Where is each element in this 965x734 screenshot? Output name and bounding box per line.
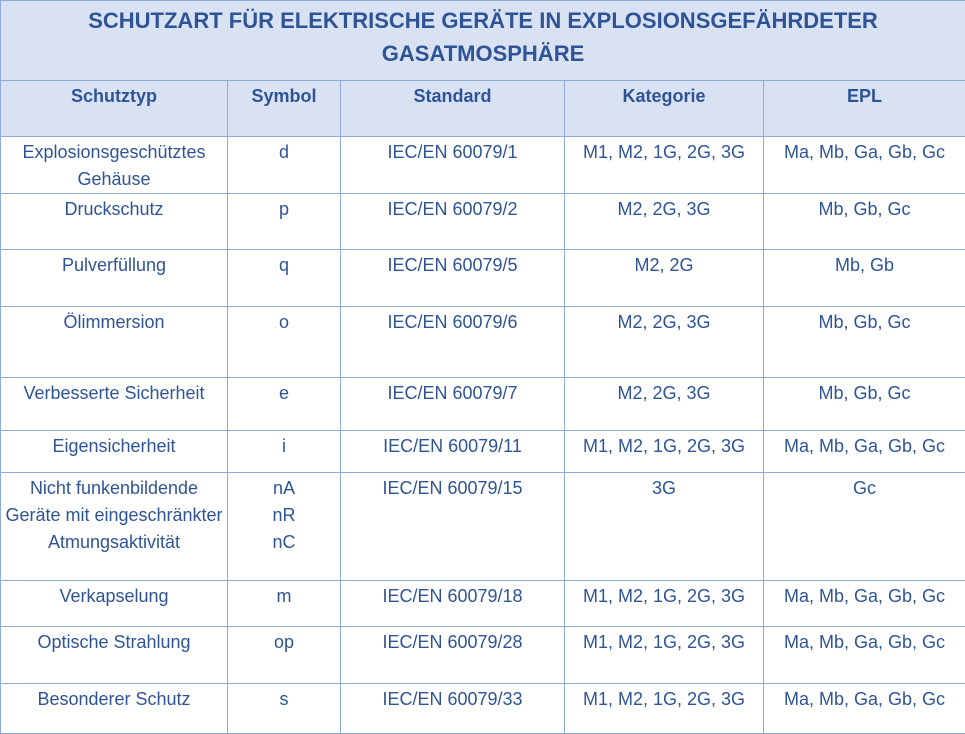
cell-epl: Mb, Gb, Gc [764, 378, 965, 431]
table-row [1, 378, 965, 431]
cell-epl: Gc [764, 473, 965, 581]
cell-schutztyp: Explosionsgeschütztes Gehäuse [1, 137, 228, 194]
table-row [1, 250, 965, 307]
header-symbol: Symbol [228, 81, 341, 137]
table-row [1, 431, 965, 473]
cell-schutztyp: Verkapselung [1, 581, 228, 627]
symbol-line: nR [272, 505, 296, 525]
cell-symbol: p [228, 194, 341, 250]
cell-schutztyp: Nicht funkenbildende Geräte mit eingeschränkter Atmungsaktivität [1, 473, 228, 581]
cell-kategorie: M2, 2G, 3G [565, 307, 764, 378]
cell-kategorie: M1, M2, 1G, 2G, 3G [565, 627, 764, 684]
cell-kategorie: M2, 2G [565, 250, 764, 307]
cell-standard: IEC/EN 60079/11 [341, 431, 565, 473]
cell-standard: IEC/EN 60079/15 [341, 473, 565, 581]
cell-symbol: d [228, 137, 341, 194]
table-row [1, 307, 965, 378]
table-row [1, 684, 965, 734]
cell-kategorie: M1, M2, 1G, 2G, 3G [565, 684, 764, 734]
cell-schutztyp: Pulverfüllung [1, 250, 228, 307]
cell-schutztyp: Druckschutz [1, 194, 228, 250]
header-row [1, 81, 965, 137]
cell-standard: IEC/EN 60079/28 [341, 627, 565, 684]
cell-kategorie: M1, M2, 1G, 2G, 3G [565, 431, 764, 473]
header-epl: EPL [764, 81, 965, 137]
cell-schutztyp: Optische Strahlung [1, 627, 228, 684]
symbol-line: nA [272, 478, 296, 498]
cell-standard: IEC/EN 60079/5 [341, 250, 565, 307]
cell-epl: Ma, Mb, Ga, Gb, Gc [764, 431, 965, 473]
cell-symbol: i [228, 431, 341, 473]
cell-symbol: e [228, 378, 341, 431]
cell-symbol: s [228, 684, 341, 734]
cell-epl: Ma, Mb, Ga, Gb, Gc [764, 137, 965, 194]
cell-standard: IEC/EN 60079/18 [341, 581, 565, 627]
cell-kategorie: M1, M2, 1G, 2G, 3G [565, 581, 764, 627]
cell-epl: Ma, Mb, Ga, Gb, Gc [764, 627, 965, 684]
title-row [1, 1, 965, 81]
cell-epl: Ma, Mb, Ga, Gb, Gc [764, 581, 965, 627]
cell-symbol: q [228, 250, 341, 307]
table-row [1, 137, 965, 194]
cell-epl: Mb, Gb [764, 250, 965, 307]
cell-kategorie: M2, 2G, 3G [565, 194, 764, 250]
cell-epl: Ma, Mb, Ga, Gb, Gc [764, 684, 965, 734]
cell-standard: IEC/EN 60079/6 [341, 307, 565, 378]
cell-schutztyp: Verbesserte Sicherheit [1, 378, 228, 431]
cell-schutztyp: Ölimmersion [1, 307, 228, 378]
table-row [1, 627, 965, 684]
cell-standard: IEC/EN 60079/2 [341, 194, 565, 250]
cell-symbol: m [228, 581, 341, 627]
cell-standard: IEC/EN 60079/1 [341, 137, 565, 194]
cell-symbol: op [228, 627, 341, 684]
header-kategorie: Kategorie [565, 81, 764, 137]
cell-schutztyp: Eigensicherheit [1, 431, 228, 473]
header-standard: Standard [341, 81, 565, 137]
table-title: SCHUTZART FÜR ELEKTRISCHE GERÄTE IN EXPLOSIONSGEFÄHRDETER GASATMOSPHÄRE [1, 1, 965, 81]
cell-symbol [228, 473, 341, 581]
cell-symbol: o [228, 307, 341, 378]
cell-standard: IEC/EN 60079/33 [341, 684, 565, 734]
cell-kategorie: M2, 2G, 3G [565, 378, 764, 431]
cell-kategorie: 3G [565, 473, 764, 581]
cell-standard: IEC/EN 60079/7 [341, 378, 565, 431]
symbol-line: nC [272, 532, 296, 552]
table-row [1, 194, 965, 250]
cell-kategorie: M1, M2, 1G, 2G, 3G [565, 137, 764, 194]
cell-epl: Mb, Gb, Gc [764, 194, 965, 250]
header-schutztyp: Schutztyp [1, 81, 228, 137]
cell-epl: Mb, Gb, Gc [764, 307, 965, 378]
table-row [1, 581, 965, 627]
cell-schutztyp: Besonderer Schutz [1, 684, 228, 734]
table-row [1, 473, 965, 581]
